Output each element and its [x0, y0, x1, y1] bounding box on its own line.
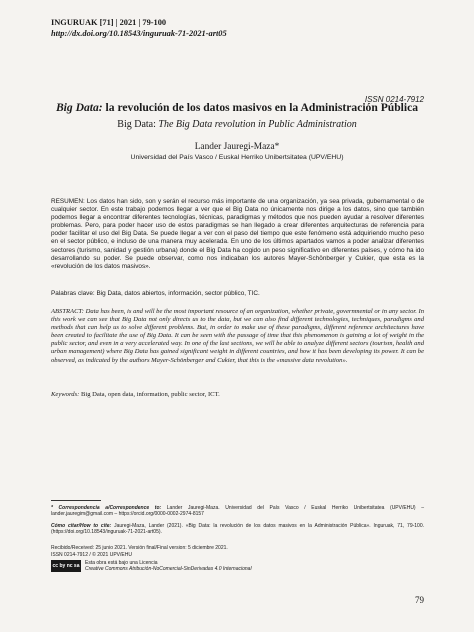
author-name: Lander Jauregi-Maza*	[194, 142, 280, 152]
palabras-text: Big Data, datos abiertos, información, sector público, TIC.	[94, 290, 260, 297]
footnote-dates: Recibido/Received: 25 junio 2021. Versión final/Final version: 5 diciembre 2021.	[51, 545, 228, 551]
subtitle-lead: Big Data:	[117, 119, 159, 130]
abstract-label: ABSTRACT:	[51, 308, 84, 315]
cc-license-icon[interactable]	[51, 560, 81, 572]
license-text	[85, 560, 252, 572]
article-title	[40, 101, 434, 115]
author-affiliation: Universidad del País Vasco / Euskal Herriko Unibertsitatea (UPV/EHU)	[130, 154, 344, 161]
correspondence-label: * Correspondencia a/Correspondence to:	[51, 505, 162, 511]
page-number: 79	[415, 595, 424, 605]
abstract-block	[51, 308, 424, 365]
footnote-correspondence	[51, 505, 424, 518]
article-subtitle	[40, 119, 434, 131]
doi-link[interactable]: http://dx.doi.org/10.18543/inguruak-71-2021-art05	[51, 29, 227, 38]
running-header	[51, 17, 227, 39]
resumen-block	[51, 198, 424, 271]
keywords-text: Big Data, open data, information, public sector, ICT.	[79, 391, 220, 398]
footnote-issn: ISSN 0214-7912 / © 2021 UPV/EHU	[51, 552, 132, 558]
resumen-text: Los datos han sido, son y serán el recurso más importante de una organización, ya sea privada, gubernamental o de cualquier sector. En este trabajo podemos llegar a ver que el Big Data no únicamente nos dirige a los datos, sino que también podemos llegar a encontrar diferentes tecnologías, técnicas, paradigmas y métodos que nos pueden ayudar a resolver diferentes problemas. Pero, para poder hacer uso de estos paradigmas se han llegado a crear diferentes arquitecturas de referencia para poder facilitar el uso del Big Data. Se puede llegar a ver con el paso del tiempo que este fenómeno está adquiriendo mucho peso en el sector público, e incluso de una manera muy acelerada. En uno de los últimos apartados vamos a poder analizar diferentes sectores (turismo, sanidad y gestión urbana) donde el Big Data ha cogido un peso significativo en diferentes países, y cómo ha ido desarrollando su poder. Se puede observar, como nos indicaban los autores Mayer-Schönberger y Cukier, que esta es la «revolución de los datos masivos».	[51, 198, 424, 270]
abstract-text: Data has been, is and will be the most important resource of an organization, whether private, governmental or in any sector. In this work we can see that Big Data not only directs us to the data, but we can also find different technologies, techniques, paradigms and methods that can help us to solve different problems. But, in order to make use of these paradigms, different reference architectures have been created to facilitate the use of Big Data. It can be seen with the passage of time that this phenomenon is gaining a lot of weight in the public sector, and even in a very accelerated way. In one of the last sections, we will be able to analyze different sectors (tourism, health and urban management) where Big Data has gained significant weight in different countries, and how it has been developing its power. It can be observed, as indicated by the authors Mayer-Schönberger and Cukier, that this is the «massive data revolution».	[51, 308, 424, 364]
palabras-label: Palabras clave:	[51, 290, 95, 297]
keywords-label: Keywords:	[51, 391, 80, 398]
palabras-clave	[51, 290, 424, 298]
license-line-1: Esta obra está bajo una Licencia	[85, 560, 158, 566]
cite-label: Cómo citar/How to cite:	[51, 523, 112, 529]
keywords-line	[51, 391, 424, 399]
journal-citation: INGURUAK [71] | 2021 | 79-100	[51, 18, 167, 27]
resumen-label: RESUMEN:	[51, 198, 85, 205]
subtitle-italic: The Big Data revolution in Public Administration	[158, 119, 357, 130]
license-line-2[interactable]: Creative Commons Atribución-NoComercial-SinDerivadas 4.0 Internacional	[85, 566, 252, 572]
license-row	[51, 560, 252, 572]
title-italic: Big Data:	[55, 101, 103, 114]
correspondence-text: Lander Jauregi-Maza. Universidad del País Vasco / Euskal Herriko Unibertsitatea (UPV/EHU) – lander.jauregim@gmail.com – https://orcid.org/0000-0002-2974-8157	[51, 505, 424, 518]
issn-label: ISSN 0214-7912	[364, 95, 424, 104]
footnote-cite	[51, 523, 424, 536]
cite-text: Jauregi-Maza, Lander (2021). «Big Data: la revolución de los datos masivos en la Administración Pública». Inguruak, 71, 79-100. (https://doi.org/10.18543/inguruak-71-2021-art05).	[51, 523, 424, 536]
title-rest: la revolución de los datos masivos en la Administración Pública	[102, 101, 419, 114]
cc-badge-text: cc by nc sa	[52, 563, 80, 569]
footnote-divider	[51, 500, 101, 501]
